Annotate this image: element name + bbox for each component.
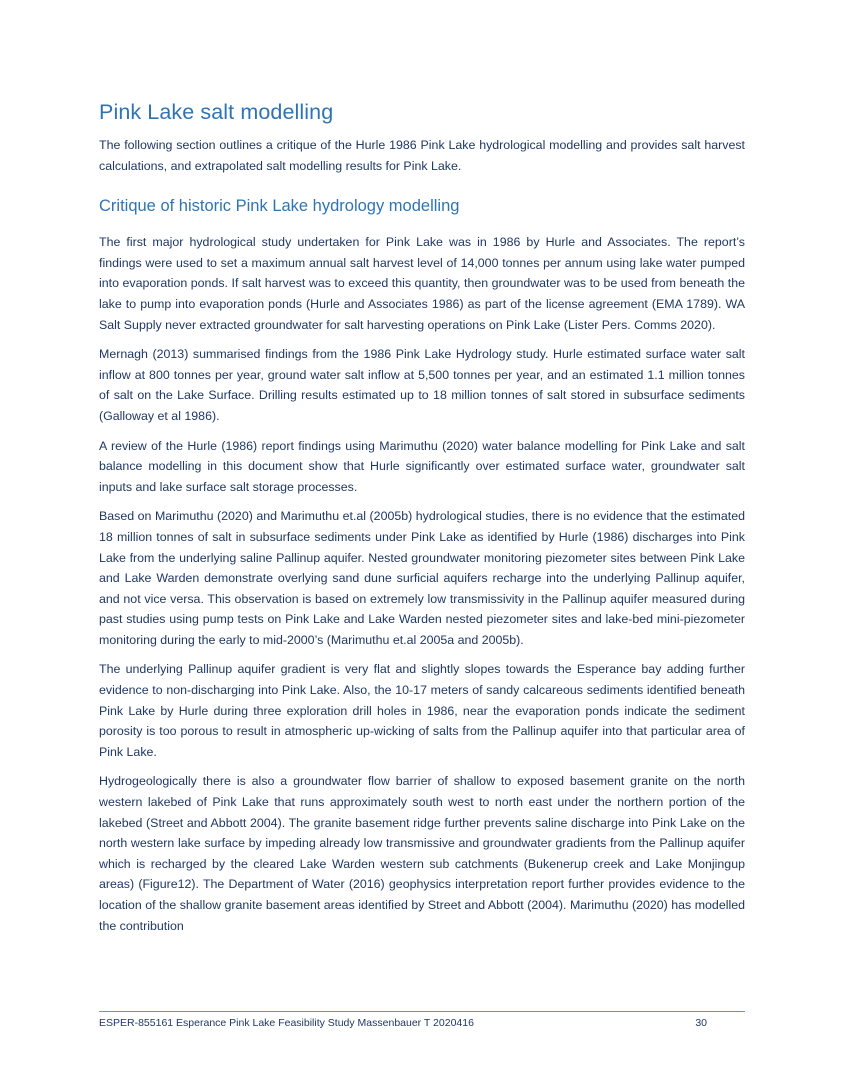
page-content (99, 98, 745, 945)
body-paragraph-6: Hydrogeologically there is also a groundwater flow barrier of shallow to exposed basement granite on the north western lakebed of Pink Lake that runs approximately south west to north east under the northern portion of the lakebed (Street and Abbott 2004). The granite basement ridge further prevents saline discharge into Pink Lake on the north western lake surface by impeding already low transmissive and groundwater gradients from the Pallinup aquifer which is recharged by the cleared Lake Warden western sub catchments (Bukenerup creek and Lake Monjingup areas) (Figure12). The Department of Water (2016) geophysics interpretation report further provides evidence to the location of the shallow granite basement areas identified by Street and Abbott (2004). Marimuthu (2020) has modelled the contribution (99, 774, 745, 933)
footer-page-number: 30 (695, 1017, 707, 1029)
body-paragraph-3: A review of the Hurle (1986) report findings using Marimuthu (2020) water balance modelling for Pink Lake and salt balance modelling in this document show that Hurle significantly over estimated surface water, groundwater salt inputs and lake surface salt storage processes. (99, 438, 745, 494)
section-heading: Pink Lake salt modelling (99, 100, 334, 124)
body-paragraph-4: Based on Marimuthu (2020) and Marimuthu et.al (2005b) hydrological studies, there is no evidence that the estimated 18 million tonnes of salt in subsurface sediments under Pink Lake as identified by Hurle (1986) discharges into Pink Lake from the underlying saline Pallinup aquifer. Nested groundwater monitoring piezometer sites between Pink Lake and Lake Warden demonstrate overlying sand dune surficial aquifers recharge into the underlying Pallinup aquifer, and not vice versa. This observation is based on extremely low transmissivity in the Pallinup aquifer measured during past studies using pump tests on Pink Lake and Lake Warden nested piezometer sites and lake-bed mini-piezometer monitoring during the early to mid-2000’s (Marimuthu et.al 2005a and 2005b). (99, 509, 745, 647)
footer-document-id: ESPER-855161 Esperance Pink Lake Feasibility Study Massenbauer T 2020416 (99, 1017, 474, 1029)
intro-paragraph: The following section outlines a critique of the Hurle 1986 Pink Lake hydrological modelling and provides salt harvest calculations, and extrapolated salt modelling results for Pink Lake. (99, 138, 745, 173)
body-paragraph-5: The underlying Pallinup aquifer gradient is very flat and slightly slopes towards the Esperance bay adding further evidence to non-discharging into Pink Lake. Also, the 10-17 meters of sandy calcareous sediments identified beneath Pink Lake by Hurle during three exploration drill holes in 1986, near the evaporation ponds indicate the sediment porosity is too porous to result in atmospheric up-wicking of salts from the Pallinup aquifer into that particular area of Pink Lake. (99, 662, 745, 759)
body-paragraph-2: Mernagh (2013) summarised findings from the 1986 Pink Lake Hydrology study. Hurle estimated surface water salt inflow at 800 tonnes per year, ground water salt inflow at 5,500 tonnes per year, and an estimated 1.1 million tonnes of salt on the Lake Surface. Drilling results estimated up to 18 million tonnes of salt stored in subsurface sediments (Galloway et al 1986). (99, 347, 745, 423)
subsection-heading: Critique of historic Pink Lake hydrology modelling (99, 197, 460, 216)
page-footer (99, 1011, 745, 1029)
body-paragraph-1: The first major hydrological study undertaken for Pink Lake was in 1986 by Hurle and Associates. The report’s findings were used to set a maximum annual salt harvest level of 14,000 tonnes per annum using lake water pumped into evaporation ponds. If salt harvest was to exceed this quantity, then groundwater was to be used from beneath the lake to pump into evaporation ponds (Hurle and Associates 1986) as part of the license agreement (EMA 1789). WA Salt Supply never extracted groundwater for salt harvesting operations on Pink Lake (Lister Pers. Comms 2020). (99, 235, 745, 332)
